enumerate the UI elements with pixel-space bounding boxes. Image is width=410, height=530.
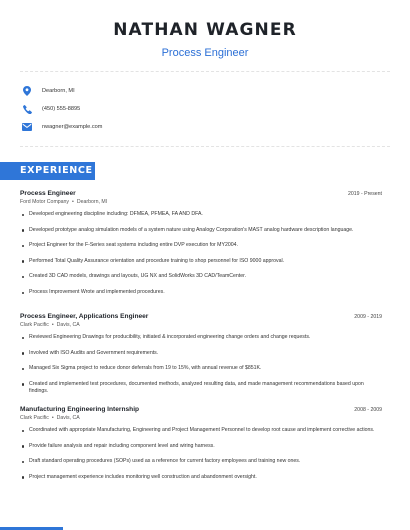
candidate-title: Process Engineer bbox=[161, 47, 249, 59]
job-company-line: Clark Pacific • Davis, CA bbox=[20, 322, 80, 328]
list-item: Involved with ISO Audits and Government requirements. bbox=[20, 350, 382, 358]
job-bullets bbox=[20, 211, 382, 297]
contacts-divider bbox=[20, 146, 390, 147]
experience-heading: EXPERIENCE bbox=[20, 165, 93, 176]
job-dates: 2019 - Present bbox=[347, 191, 382, 197]
job-company: Clark Pacific bbox=[20, 415, 49, 421]
job-title: Process Engineer, Applications Engineer bbox=[20, 313, 149, 320]
list-item: Developed prototype analog simulation models of a system nature using Analogy Corporation's MAST analog hardware description language. bbox=[20, 227, 382, 235]
job-dates: 2008 - 2009 bbox=[354, 407, 382, 413]
list-item: Managed Six Sigma project to reduce donor deferrals from 19 to 15%, with annual revenue of $851K. bbox=[20, 365, 382, 373]
job-entry bbox=[20, 313, 382, 404]
job-location: Dearborn, MI bbox=[76, 199, 108, 205]
list-item: Process Improvement Wrote and implemented procedures. bbox=[20, 289, 382, 297]
job-entry bbox=[20, 190, 382, 305]
job-bullets bbox=[20, 334, 382, 396]
location-pin-icon bbox=[20, 84, 34, 98]
list-item: Project management experience includes monitoring well construction and abandonment oversight. bbox=[20, 474, 382, 482]
job-bullets bbox=[20, 427, 382, 481]
contact-phone bbox=[20, 100, 102, 118]
list-item: Created 3D CAD models, drawings and layouts, UG NX and SolidWorks 3D CAD/TeamCenter. bbox=[20, 273, 382, 281]
phone-icon bbox=[20, 102, 34, 116]
list-item: Performed Total Quality Assurance orientation and procedure training to shop personnel for ISO 9000 approval. bbox=[20, 258, 382, 266]
job-title: Manufacturing Engineering Internship bbox=[20, 406, 140, 413]
list-item: Reviewed Engineering Drawings for producibility, initiated & incorporated engineering change orders and change requests. bbox=[20, 334, 382, 342]
contact-email bbox=[20, 118, 102, 136]
header-divider bbox=[20, 71, 390, 72]
job-location: Davis, CA bbox=[56, 415, 80, 421]
job-title: Process Engineer bbox=[20, 190, 76, 197]
contact-email-text: nwagner@example.com bbox=[42, 124, 103, 130]
list-item: Project Engineer for the F-Series seat systems including entire DVP execution for MY2004. bbox=[20, 242, 382, 250]
list-item: Coordinated with appropriate Manufacturing, Engineering and Project Management Personnel to develop root cause and implement corrective actions. bbox=[20, 427, 382, 435]
job-company: Ford Motor Company bbox=[20, 199, 70, 205]
list-item: Provide failure analysis and repair including component level and wiring harness. bbox=[20, 443, 382, 451]
candidate-name: NATHAN WAGNER bbox=[113, 20, 297, 40]
job-entry bbox=[20, 406, 382, 489]
job-company-line: Ford Motor Company • Dearborn, MI bbox=[20, 199, 108, 205]
resume-header bbox=[0, 0, 410, 60]
contact-list bbox=[20, 82, 102, 136]
contact-location bbox=[20, 82, 102, 100]
job-company-line: Clark Pacific • Davis, CA bbox=[20, 415, 80, 421]
email-icon bbox=[20, 120, 34, 134]
job-location: Davis, CA bbox=[56, 322, 80, 328]
list-item: Draft standard operating procedures (SOPs) used as a reference for current factory employees and training new ones. bbox=[20, 458, 382, 466]
list-item: Created and implemented test procedures, documented methods, analyzed resulting data, and made management recommendations based upon findings. bbox=[20, 381, 382, 396]
job-dates: 2009 - 2019 bbox=[354, 314, 382, 320]
job-company: Clark Pacific bbox=[20, 322, 49, 328]
contact-phone-text: (450) 555-8895 bbox=[42, 106, 81, 112]
contact-location-text: Dearborn, MI bbox=[42, 88, 75, 94]
list-item: Developed engineering discipline including: DFMEA, PFMEA, FA AND DFA. bbox=[20, 211, 382, 219]
